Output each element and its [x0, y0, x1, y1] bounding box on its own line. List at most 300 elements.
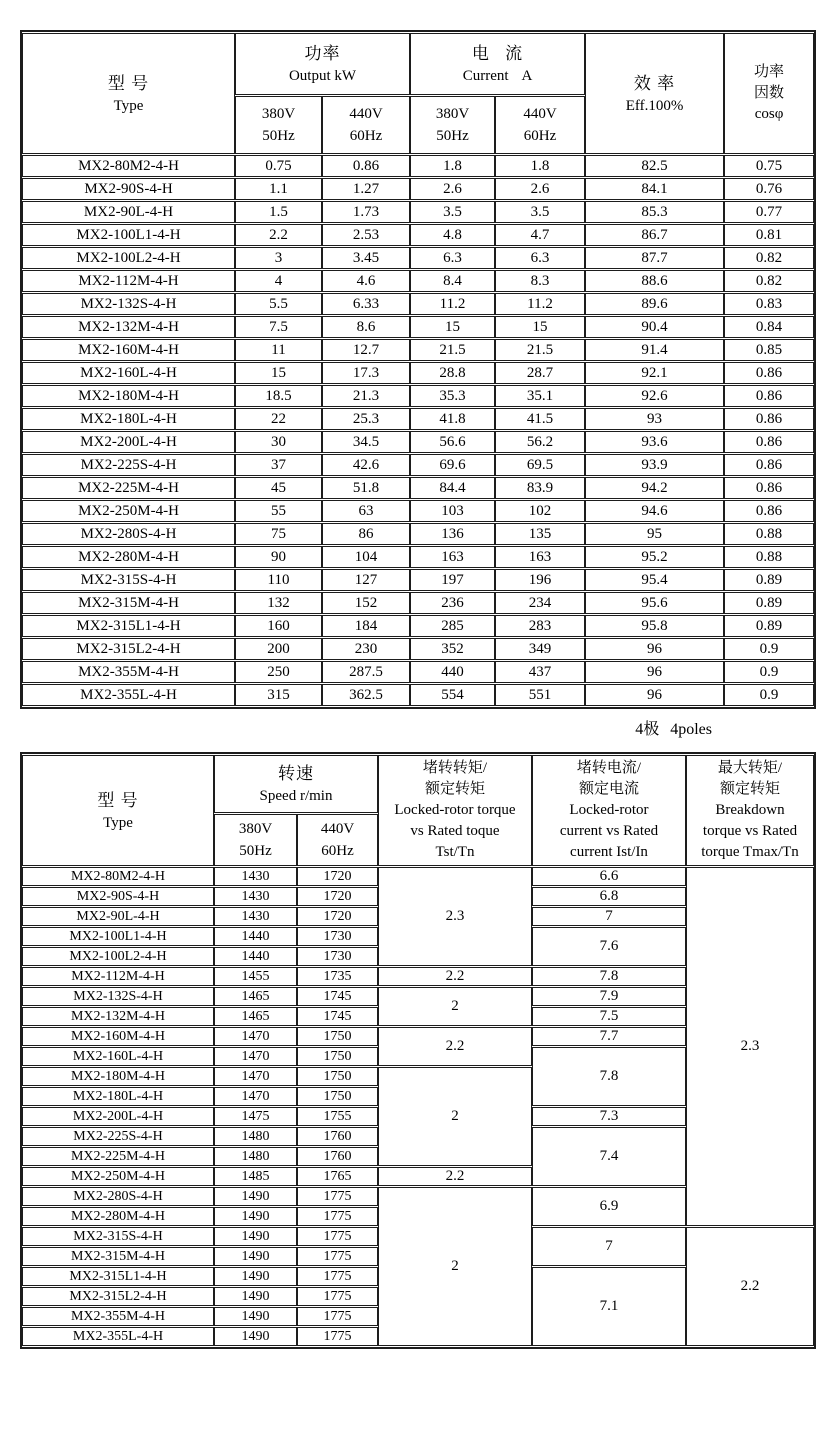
type-cell: MX2-315L1-4-H: [22, 615, 235, 637]
value-cell: 0.9: [724, 684, 814, 706]
value-cell: 85.3: [585, 201, 724, 223]
header-line: current vs Rated: [559, 823, 659, 839]
type-cell: MX2-280S-4-H: [22, 1187, 214, 1206]
speed-cell: 1745: [297, 987, 378, 1006]
value-cell: 135: [495, 523, 585, 545]
value-cell: 11: [235, 339, 322, 361]
header-text-zh: 效 率: [633, 73, 676, 93]
col-header-type: [22, 755, 214, 866]
value-cell: 4: [235, 270, 322, 292]
table-row: [22, 569, 814, 591]
speed-cell: 1490: [214, 1267, 297, 1286]
value-cell: 349: [495, 638, 585, 660]
value-cell: 94.6: [585, 500, 724, 522]
value-cell: 11.2: [410, 293, 495, 315]
value-cell: 110: [235, 569, 322, 591]
value-cell: 1.73: [322, 201, 410, 223]
value-cell: 94.2: [585, 477, 724, 499]
value-cell: 95.6: [585, 592, 724, 614]
type-cell: MX2-315S-4-H: [22, 1227, 214, 1246]
table-row: [22, 431, 814, 453]
value-cell: 0.75: [235, 155, 322, 177]
speed-cell: 1480: [214, 1147, 297, 1166]
type-cell: MX2-315S-4-H: [22, 569, 235, 591]
value-cell: 0.9: [724, 638, 814, 660]
value-cell: 551: [495, 684, 585, 706]
header-line: torque vs Rated: [702, 823, 798, 839]
value-cell: 4.7: [495, 224, 585, 246]
speed-cell: 1775: [297, 1247, 378, 1266]
speed-cell: 1775: [297, 1267, 378, 1286]
value-cell: 0.89: [724, 592, 814, 614]
value-cell: 92.6: [585, 385, 724, 407]
power-current-table-body: [22, 155, 814, 706]
ist-ratio-cell: 7.9: [532, 987, 686, 1006]
type-cell: MX2-315M-4-H: [22, 1247, 214, 1266]
table-row: [22, 178, 814, 200]
speed-cell: 1750: [297, 1047, 378, 1066]
value-cell: 234: [495, 592, 585, 614]
speed-cell: 1440: [214, 927, 297, 946]
header-text-en: Current A: [462, 68, 533, 84]
value-cell: 287.5: [322, 661, 410, 683]
type-cell: MX2-225S-4-H: [22, 1127, 214, 1146]
value-cell: 8.3: [495, 270, 585, 292]
value-cell: 11.2: [495, 293, 585, 315]
value-cell: 91.4: [585, 339, 724, 361]
type-cell: MX2-225M-4-H: [22, 1147, 214, 1166]
header-text-voltage: 440V 60Hz: [320, 821, 355, 859]
type-cell: MX2-100L2-4-H: [22, 247, 235, 269]
value-cell: 55: [235, 500, 322, 522]
type-cell: MX2-355L-4-H: [22, 1327, 214, 1346]
value-cell: 3: [235, 247, 322, 269]
value-cell: 103: [410, 500, 495, 522]
type-cell: MX2-132S-4-H: [22, 987, 214, 1006]
ist-ratio-cell: 7.3: [532, 1107, 686, 1126]
tst-ratio-cell: 2.2: [378, 1167, 532, 1186]
speed-cell: 1490: [214, 1227, 297, 1246]
value-cell: 35.3: [410, 385, 495, 407]
value-cell: 3.5: [410, 201, 495, 223]
speed-cell: 1465: [214, 1007, 297, 1026]
col-header-locked-rotor-current: [532, 755, 686, 866]
header-line: 功率: [754, 64, 785, 80]
speed-cell: 1475: [214, 1107, 297, 1126]
table-row: [22, 362, 814, 384]
speed-cell: 1775: [297, 1187, 378, 1206]
type-cell: MX2-100L2-4-H: [22, 947, 214, 966]
header-text-lines: [727, 62, 811, 125]
header-text-lines: [689, 758, 811, 863]
header-row-top: [22, 755, 814, 813]
ist-ratio-cell: 7.1: [532, 1267, 686, 1346]
type-cell: MX2-225M-4-H: [22, 477, 235, 499]
type-cell: MX2-100L1-4-H: [22, 224, 235, 246]
value-cell: 0.88: [724, 523, 814, 545]
header-line: vs Rated toque: [410, 823, 500, 839]
tst-ratio-cell: 2: [378, 1067, 532, 1166]
speed-cell: 1430: [214, 887, 297, 906]
value-cell: 0.86: [724, 431, 814, 453]
speed-cell: 1455: [214, 967, 297, 986]
value-cell: 163: [410, 546, 495, 568]
col-header-efficiency: [585, 33, 724, 154]
type-cell: MX2-315L2-4-H: [22, 638, 235, 660]
type-cell: MX2-315L2-4-H: [22, 1287, 214, 1306]
type-cell: MX2-90L-4-H: [22, 201, 235, 223]
header-text-lines: [535, 758, 683, 863]
value-cell: 440: [410, 661, 495, 683]
value-cell: 75: [235, 523, 322, 545]
value-cell: 352: [410, 638, 495, 660]
table-row: [22, 339, 814, 361]
value-cell: 25.3: [322, 408, 410, 430]
header-line: current Ist/In: [570, 844, 648, 860]
col-header-breakdown-torque: [686, 755, 814, 866]
value-cell: 4.6: [322, 270, 410, 292]
type-cell: MX2-80M2-4-H: [22, 867, 214, 886]
value-cell: 160: [235, 615, 322, 637]
header-text-en: Eff.100%: [625, 97, 684, 114]
table-row: [22, 684, 814, 706]
speed-cell: 1490: [214, 1207, 297, 1226]
table-row: [22, 316, 814, 338]
speed-cell: 1720: [297, 887, 378, 906]
value-cell: 90: [235, 546, 322, 568]
col-header-current-380v: [410, 96, 495, 154]
table-row: [22, 293, 814, 315]
value-cell: 12.7: [322, 339, 410, 361]
type-cell: MX2-132M-4-H: [22, 316, 235, 338]
value-cell: 1.8: [495, 155, 585, 177]
value-cell: 34.5: [322, 431, 410, 453]
speed-cell: 1760: [297, 1127, 378, 1146]
value-cell: 41.5: [495, 408, 585, 430]
speed-cell: 1490: [214, 1327, 297, 1346]
value-cell: 163: [495, 546, 585, 568]
table-row: [22, 270, 814, 292]
col-header-type: [22, 33, 235, 154]
value-cell: 0.75: [724, 155, 814, 177]
value-cell: 3.5: [495, 201, 585, 223]
speed-cell: 1430: [214, 907, 297, 926]
value-cell: 69.5: [495, 454, 585, 476]
speed-cell: 1750: [297, 1027, 378, 1046]
type-cell: MX2-355M-4-H: [22, 1307, 214, 1326]
value-cell: 15: [410, 316, 495, 338]
speed-cell: 1765: [297, 1167, 378, 1186]
header-text-lines: [381, 758, 529, 863]
value-cell: 96: [585, 684, 724, 706]
header-text-voltage: 440V 60Hz: [523, 106, 557, 144]
value-cell: 1.27: [322, 178, 410, 200]
tst-ratio-cell: 2.2: [378, 1027, 532, 1066]
value-cell: 84.4: [410, 477, 495, 499]
type-cell: MX2-80M2-4-H: [22, 155, 235, 177]
value-cell: 89.6: [585, 293, 724, 315]
type-cell: MX2-160M-4-H: [22, 1027, 214, 1046]
header-line: 额定转矩: [424, 781, 485, 797]
type-cell: MX2-280M-4-H: [22, 1207, 214, 1226]
header-line: 最大转矩/: [717, 760, 783, 776]
value-cell: 69.6: [410, 454, 495, 476]
table-row: [22, 477, 814, 499]
value-cell: 0.82: [724, 247, 814, 269]
table-row: [22, 638, 814, 660]
value-cell: 96: [585, 661, 724, 683]
table-row: [22, 454, 814, 476]
header-text-en: Speed r/min: [259, 788, 333, 804]
value-cell: 87.7: [585, 247, 724, 269]
speed-cell: 1745: [297, 1007, 378, 1026]
value-cell: 8.4: [410, 270, 495, 292]
value-cell: 236: [410, 592, 495, 614]
value-cell: 95.4: [585, 569, 724, 591]
header-text-zh: 电 流: [471, 44, 524, 63]
type-cell: MX2-280M-4-H: [22, 546, 235, 568]
value-cell: 86.7: [585, 224, 724, 246]
power-current-table-header: [22, 33, 814, 154]
power-current-table: [20, 30, 816, 709]
value-cell: 136: [410, 523, 495, 545]
value-cell: 28.7: [495, 362, 585, 384]
speed-cell: 1490: [214, 1307, 297, 1326]
header-line: 因数: [754, 85, 785, 101]
speed-cell: 1730: [297, 947, 378, 966]
value-cell: 95.2: [585, 546, 724, 568]
type-cell: MX2-160L-4-H: [22, 362, 235, 384]
value-cell: 315: [235, 684, 322, 706]
speed-cell: 1760: [297, 1147, 378, 1166]
speed-cell: 1775: [297, 1307, 378, 1326]
speed-cell: 1470: [214, 1087, 297, 1106]
col-header-speed-380v: [214, 814, 297, 866]
speed-cell: 1490: [214, 1287, 297, 1306]
header-text-en: Output kW: [288, 68, 357, 84]
speed-cell: 1485: [214, 1167, 297, 1186]
tst-ratio-cell: 2: [378, 987, 532, 1026]
type-cell: MX2-200L-4-H: [22, 1107, 214, 1126]
value-cell: 4.8: [410, 224, 495, 246]
speed-cell: 1430: [214, 867, 297, 886]
value-cell: 0.86: [724, 385, 814, 407]
value-cell: 230: [322, 638, 410, 660]
type-cell: MX2-355L-4-H: [22, 684, 235, 706]
value-cell: 88.6: [585, 270, 724, 292]
value-cell: 22: [235, 408, 322, 430]
value-cell: 2.2: [235, 224, 322, 246]
value-cell: 0.86: [322, 155, 410, 177]
table-row: [22, 247, 814, 269]
value-cell: 196: [495, 569, 585, 591]
table-row: [22, 615, 814, 637]
type-cell: MX2-250M-4-H: [22, 500, 235, 522]
value-cell: 83.9: [495, 477, 585, 499]
table-row: [22, 155, 814, 177]
value-cell: 21.5: [410, 339, 495, 361]
type-cell: MX2-132S-4-H: [22, 293, 235, 315]
speed-cell: 1750: [297, 1067, 378, 1086]
header-row-top: [22, 33, 814, 95]
col-header-speed: [214, 755, 378, 813]
header-text-voltage: 380V 50Hz: [238, 821, 273, 859]
poles-caption: 4极 4poles: [635, 721, 712, 738]
ist-ratio-cell: 6.8: [532, 887, 686, 906]
table-row: [22, 201, 814, 223]
value-cell: 15: [235, 362, 322, 384]
header-line: Locked-rotor: [569, 802, 649, 818]
header-line: Tst/Tn: [435, 844, 475, 860]
value-cell: 132: [235, 592, 322, 614]
value-cell: 93.9: [585, 454, 724, 476]
speed-cell: 1470: [214, 1067, 297, 1086]
table-row: [22, 546, 814, 568]
value-cell: 437: [495, 661, 585, 683]
value-cell: 1.8: [410, 155, 495, 177]
value-cell: 0.82: [724, 270, 814, 292]
speed-cell: 1775: [297, 1327, 378, 1346]
tst-ratio-cell: 2.3: [378, 867, 532, 966]
table-row: [22, 385, 814, 407]
speed-cell: 1730: [297, 927, 378, 946]
value-cell: 82.5: [585, 155, 724, 177]
header-text-zh: 功率: [304, 44, 341, 63]
value-cell: 93.6: [585, 431, 724, 453]
table-row: [22, 224, 814, 246]
value-cell: 0.84: [724, 316, 814, 338]
value-cell: 152: [322, 592, 410, 614]
header-text-voltage: 380V 50Hz: [435, 106, 470, 144]
tst-ratio-cell: 2: [378, 1187, 532, 1346]
value-cell: 84.1: [585, 178, 724, 200]
ist-ratio-cell: 7: [532, 907, 686, 926]
speed-torque-table-header: [22, 755, 814, 866]
speed-torque-table-body: [22, 867, 814, 1346]
speed-cell: 1490: [214, 1187, 297, 1206]
type-cell: MX2-180M-4-H: [22, 1067, 214, 1086]
value-cell: 0.9: [724, 661, 814, 683]
speed-cell: 1490: [214, 1247, 297, 1266]
type-cell: MX2-90L-4-H: [22, 907, 214, 926]
value-cell: 92.1: [585, 362, 724, 384]
header-text-en: Type: [113, 97, 144, 114]
type-cell: MX2-280S-4-H: [22, 523, 235, 545]
type-cell: MX2-180M-4-H: [22, 385, 235, 407]
type-cell: MX2-132M-4-H: [22, 1007, 214, 1026]
col-header-power-factor: [724, 33, 814, 154]
value-cell: 21.3: [322, 385, 410, 407]
speed-cell: 1465: [214, 987, 297, 1006]
table-row: [22, 500, 814, 522]
col-header-output-440v: [322, 96, 410, 154]
col-header-output-380v: [235, 96, 322, 154]
value-cell: 56.2: [495, 431, 585, 453]
table-row: [22, 408, 814, 430]
type-cell: MX2-250M-4-H: [22, 1167, 214, 1186]
value-cell: 0.86: [724, 362, 814, 384]
type-cell: MX2-90S-4-H: [22, 178, 235, 200]
header-line: 堵转电流/: [576, 760, 642, 776]
value-cell: 0.88: [724, 546, 814, 568]
header-text-zh: 转速: [278, 764, 314, 783]
value-cell: 6.3: [495, 247, 585, 269]
type-cell: MX2-315M-4-H: [22, 592, 235, 614]
ist-ratio-cell: 7.4: [532, 1127, 686, 1186]
value-cell: 0.86: [724, 454, 814, 476]
type-cell: MX2-355M-4-H: [22, 661, 235, 683]
value-cell: 127: [322, 569, 410, 591]
speed-cell: 1735: [297, 967, 378, 986]
tmax-ratio-cell: 2.2: [686, 1227, 814, 1346]
value-cell: 5.5: [235, 293, 322, 315]
type-cell: MX2-112M-4-H: [22, 967, 214, 986]
value-cell: 30: [235, 431, 322, 453]
value-cell: 0.81: [724, 224, 814, 246]
value-cell: 0.86: [724, 408, 814, 430]
value-cell: 0.89: [724, 615, 814, 637]
value-cell: 41.8: [410, 408, 495, 430]
value-cell: 554: [410, 684, 495, 706]
ist-ratio-cell: 7.7: [532, 1027, 686, 1046]
value-cell: 95.8: [585, 615, 724, 637]
header-line: 额定转矩: [719, 781, 780, 797]
header-line: Breakdown: [715, 802, 785, 818]
speed-cell: 1775: [297, 1227, 378, 1246]
header-line: 额定电流: [578, 781, 639, 797]
value-cell: 0.76: [724, 178, 814, 200]
ist-ratio-cell: 6.6: [532, 867, 686, 886]
speed-cell: 1750: [297, 1087, 378, 1106]
value-cell: 0.77: [724, 201, 814, 223]
ist-ratio-cell: 7: [532, 1227, 686, 1266]
ist-ratio-cell: 7.6: [532, 927, 686, 966]
col-header-current: [410, 33, 585, 95]
type-cell: MX2-160M-4-H: [22, 339, 235, 361]
type-cell: MX2-315L1-4-H: [22, 1267, 214, 1286]
value-cell: 35.1: [495, 385, 585, 407]
table-row: [22, 661, 814, 683]
value-cell: 96: [585, 638, 724, 660]
header-text-voltage: 440V 60Hz: [349, 106, 383, 144]
value-cell: 6.33: [322, 293, 410, 315]
value-cell: 7.5: [235, 316, 322, 338]
value-cell: 21.5: [495, 339, 585, 361]
header-line: torque Tmax/Tn: [701, 844, 799, 860]
tst-ratio-cell: 2.2: [378, 967, 532, 986]
ist-ratio-cell: 7.5: [532, 1007, 686, 1026]
value-cell: 2.6: [410, 178, 495, 200]
speed-cell: 1755: [297, 1107, 378, 1126]
value-cell: 0.89: [724, 569, 814, 591]
col-header-speed-440v: [297, 814, 378, 866]
value-cell: 250: [235, 661, 322, 683]
value-cell: 2.6: [495, 178, 585, 200]
col-header-output: [235, 33, 410, 95]
value-cell: 3.45: [322, 247, 410, 269]
speed-cell: 1440: [214, 947, 297, 966]
value-cell: 15: [495, 316, 585, 338]
value-cell: 86: [322, 523, 410, 545]
value-cell: 283: [495, 615, 585, 637]
value-cell: 285: [410, 615, 495, 637]
type-cell: MX2-200L-4-H: [22, 431, 235, 453]
type-cell: MX2-100L1-4-H: [22, 927, 214, 946]
value-cell: 1.1: [235, 178, 322, 200]
speed-cell: 1720: [297, 907, 378, 926]
value-cell: 200: [235, 638, 322, 660]
value-cell: 93: [585, 408, 724, 430]
